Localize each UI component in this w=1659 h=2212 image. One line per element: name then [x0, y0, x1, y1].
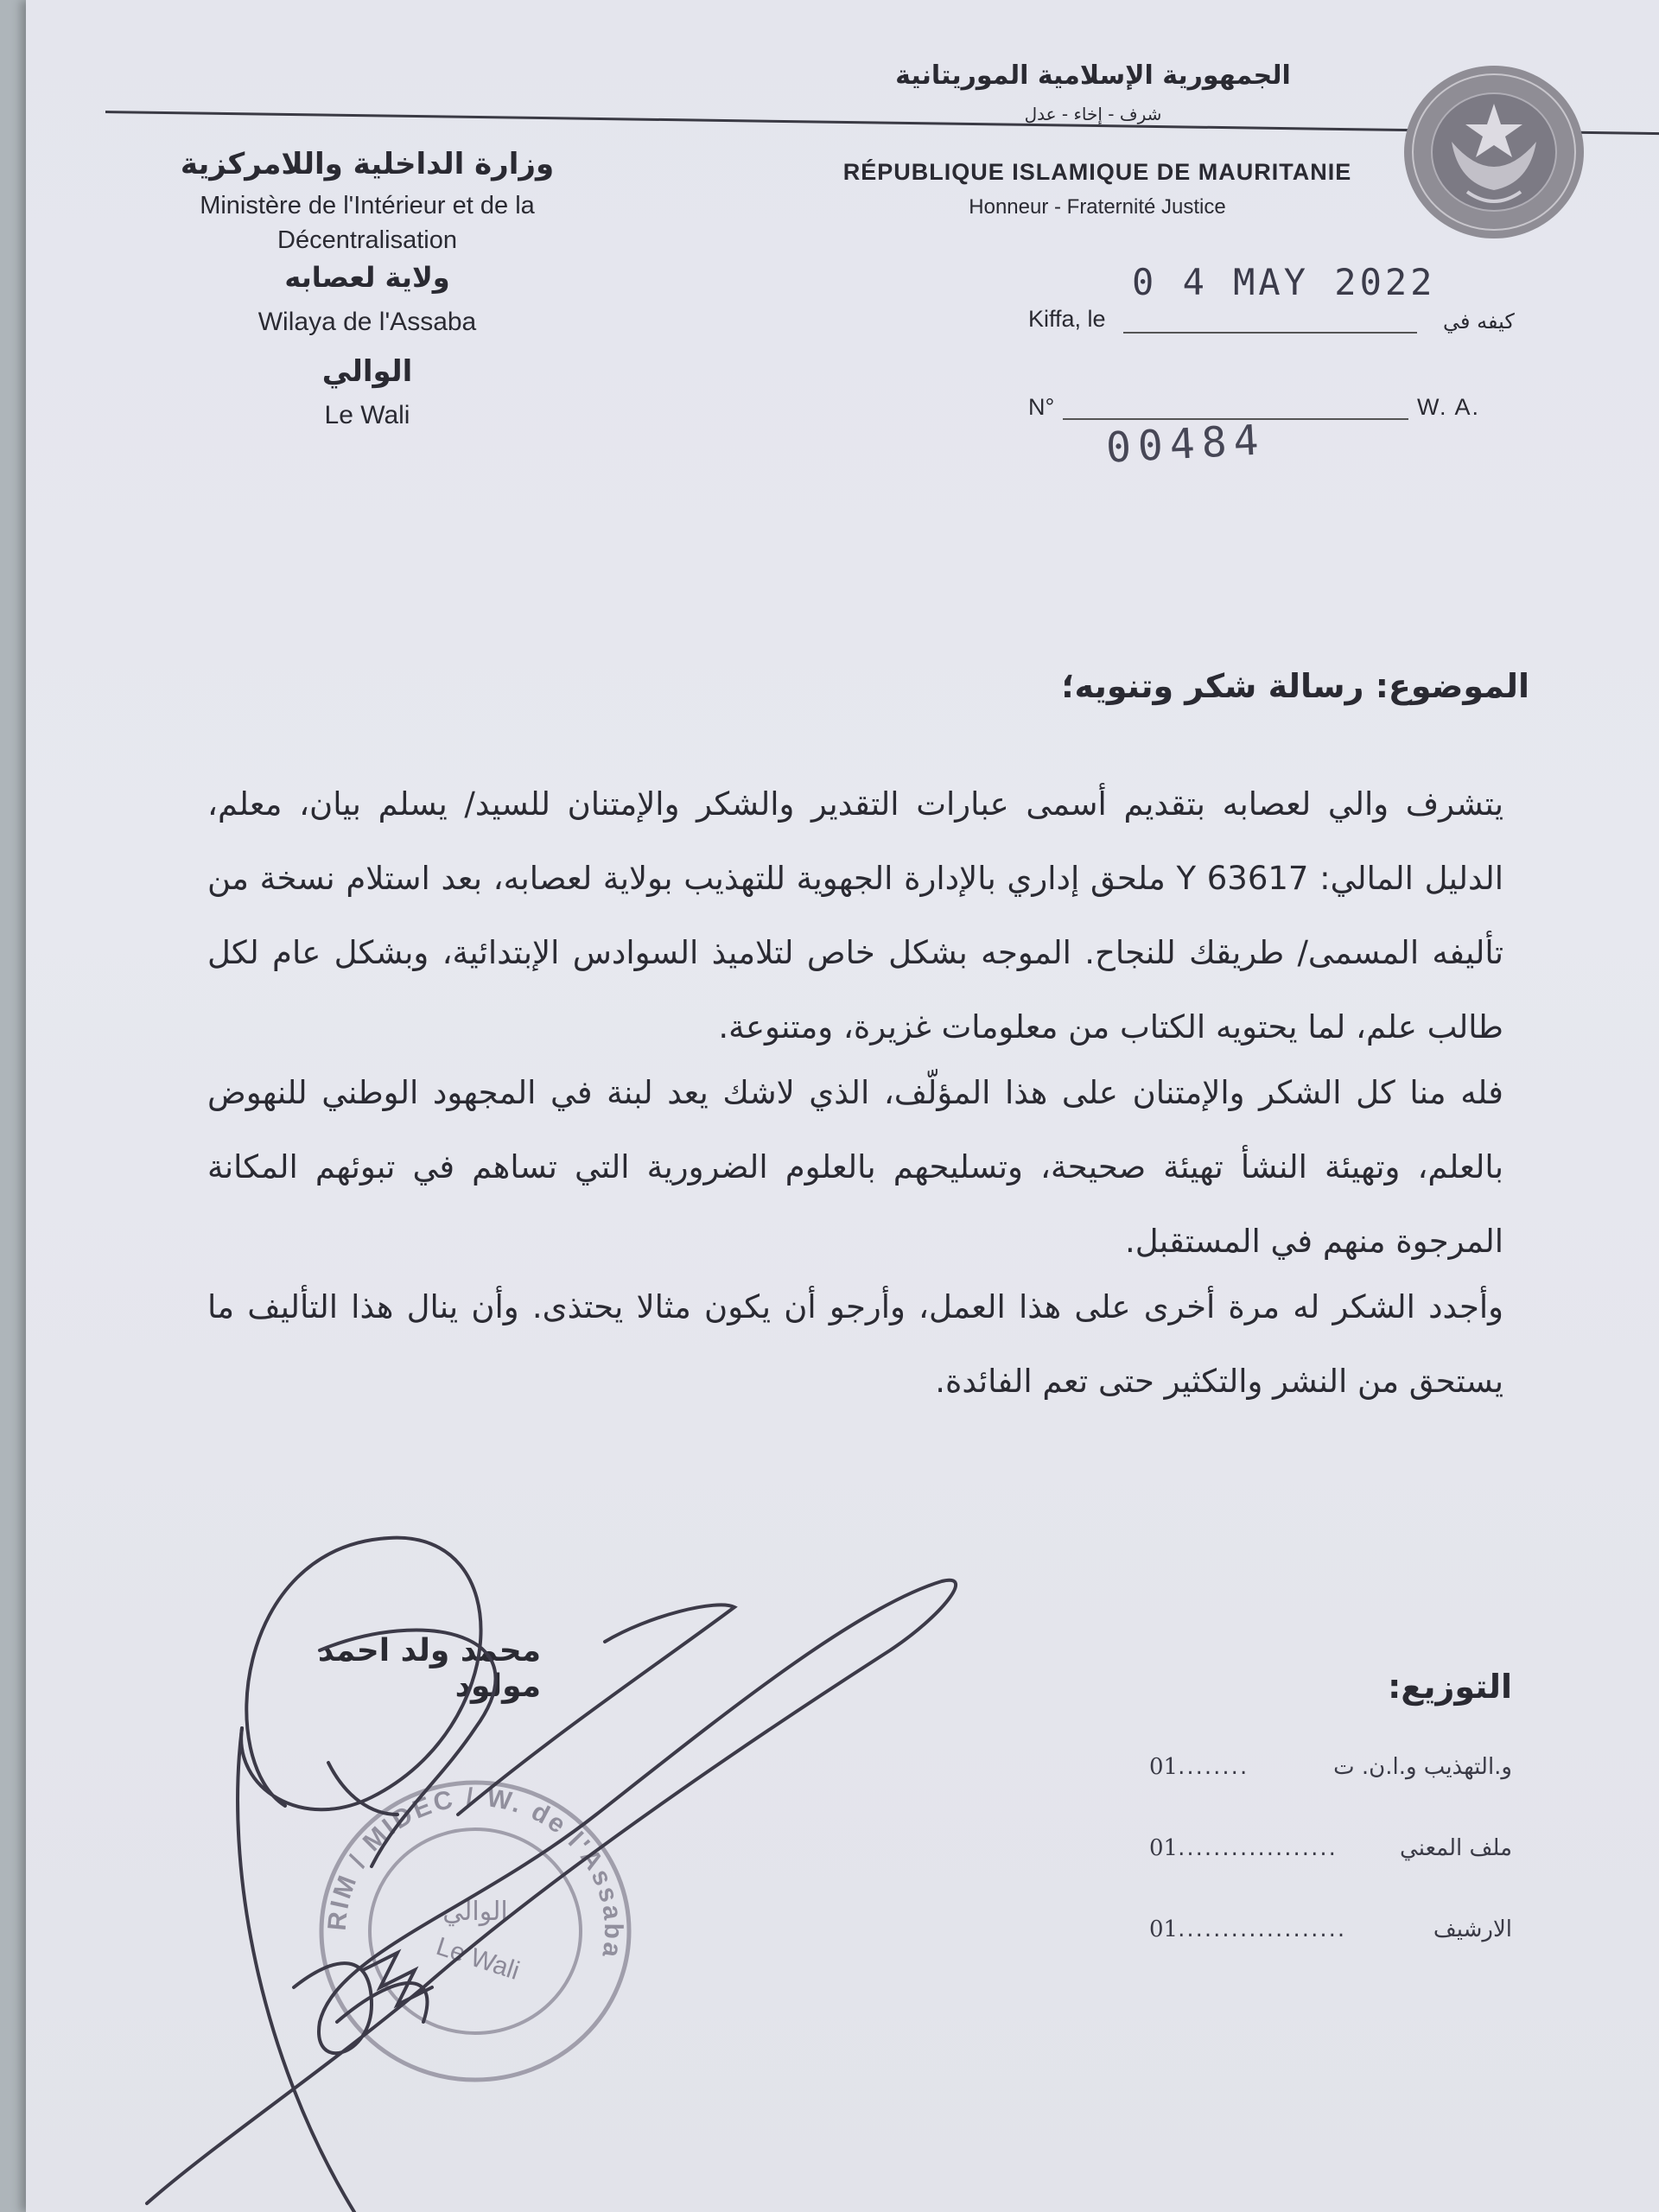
- date-label-ar: كيفه في: [1443, 309, 1515, 334]
- letter-subject: الموضوع: رسالة شكر وتنويه؛: [1061, 667, 1529, 705]
- reference-number-suffix: W. A.: [1417, 394, 1481, 420]
- wilaya-name-ar: ولاية لعصابه: [284, 261, 450, 294]
- national-emblem-icon: [1400, 62, 1588, 242]
- distribution-dots: ..................: [1178, 1835, 1338, 1861]
- republic-motto-fr: Honneur - Fraternité Justice: [969, 195, 1226, 219]
- distribution-label: الارشيف: [1433, 1916, 1512, 1942]
- distribution-count: 01: [1149, 1916, 1179, 1942]
- wilaya-name-fr: Wilaya de l'Assaba: [257, 308, 477, 336]
- distribution-label: و.التهذيب و.ا.ن. ت: [1333, 1754, 1512, 1780]
- handwritten-signature: [112, 1503, 994, 2212]
- reference-number-label: N°: [1028, 394, 1055, 420]
- republic-motto-ar: شرف - إخاء - عدل: [1024, 104, 1162, 124]
- wali-title-fr: Le Wali: [324, 401, 410, 429]
- signer-name: محمد ولد احمد مولود: [317, 1633, 541, 1704]
- stamp-center-text-fr: Le Wali: [432, 1931, 524, 1986]
- distribution-label: ملف المعني: [1400, 1835, 1512, 1861]
- body-paragraph-2: فله منا كل الشكر والإمتنان على هذا المؤلّف، الذي لاشك يعد لبنة في المجهود الوطني للنهوض بالعلم، وتهيئة النشأ تهيئة صحيحة، وتسليحهم بالعلوم الضرورية التي تساهم في تبوئهم المكانة المرجوة منهم في المستقبل.: [207, 1074, 1503, 1260]
- distribution-item: [1149, 1916, 1512, 1942]
- republic-name-fr: RÉPUBLIQUE ISLAMIQUE DE MAURITANIE: [842, 159, 1352, 185]
- date-stamp: 0 4 MAY 2022: [1132, 261, 1436, 303]
- distribution-item: [1149, 1835, 1512, 1861]
- body-paragraph-1: يتشرف والي لعصابه بتقديم أسمى عبارات التقدير والشكر والإمتنان للسيد/ يسلم بيان، معلم، الدليل المالي: 63617 Y ملحق إداري بالإدارة الجهوية للتهذيب بولاية لعصابه، بعد استلام نسخة من تأليفه المسمى/ طريقك للنجاح. الموجه بشكل خاص لتلاميذ السوادس الإبتدائية، وبشكل عام لكل طالب علم، لما يحتويه الكتاب من معلومات غزيرة، ومتنوعة.: [207, 785, 1504, 1046]
- ministry-name-fr: Ministère de l'Intérieur et de la Décentralisation: [200, 192, 535, 254]
- distribution-title: التوزيع:: [1388, 1668, 1512, 1706]
- republic-name-ar: الجمهورية الإسلامية الموريتانية: [895, 60, 1291, 91]
- wali-title-ar: الوالي: [321, 354, 413, 389]
- reference-number-stamp: 00484: [1104, 416, 1267, 473]
- distribution-dots: ........: [1178, 1754, 1249, 1780]
- date-label: Kiffa, le: [1028, 306, 1106, 332]
- distribution-dots: ...................: [1178, 1916, 1347, 1942]
- date-line: [1123, 332, 1417, 334]
- distribution-count: 01: [1149, 1835, 1179, 1861]
- distribution-count: 01: [1149, 1754, 1179, 1780]
- ministry-name-ar: وزارة الداخلية واللامركزية: [180, 147, 555, 181]
- letter-page: [26, 0, 1659, 2212]
- distribution-item: [1149, 1754, 1512, 1780]
- stamp-center-text-ar: الوالي: [442, 1897, 508, 1927]
- stamp-ring-text: RIM / MIDEC / W. de l'Assaba: [322, 1783, 628, 1962]
- body-paragraph-3: وأجدد الشكر له مرة أخرى على هذا العمل، وأرجو أن يكون مثالا يحتذى. وأن ينال هذا التأليف ما يستحق من النشر والتكثير حتى تعم الفائدة.: [207, 1288, 1503, 1400]
